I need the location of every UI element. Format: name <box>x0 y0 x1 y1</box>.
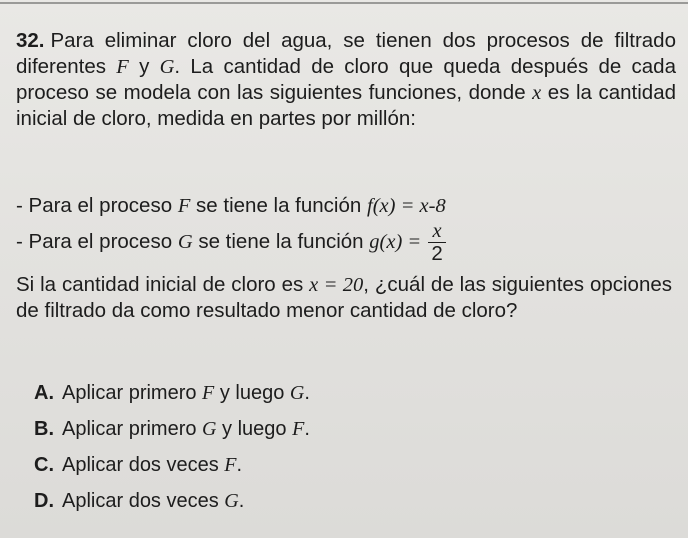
option-b[interactable] <box>34 418 310 441</box>
question-stem <box>16 28 676 132</box>
option-var: F <box>202 382 215 404</box>
option-letter: A. <box>34 382 54 404</box>
stem-var-g: G <box>159 56 175 78</box>
option-text: Aplicar dos veces <box>62 490 225 512</box>
process-g-fraction <box>428 220 445 265</box>
option-a[interactable] <box>34 382 310 405</box>
stem-var-f: F <box>116 56 129 78</box>
option-text: Aplicar dos veces <box>62 454 225 476</box>
prompt-text-b: , ¿cuál de las siguientes opciones de filtrado da como resultado menor cantidad de cloro? <box>16 273 672 322</box>
process-g-formula-lhs: g(x) = <box>369 230 427 253</box>
stem-text-c: es la cantidad inicial de cloro, medida en partes por millón: <box>16 81 676 130</box>
process-g-prefix: - Para el proceso <box>16 229 178 253</box>
stem-text-b: . La cantidad de cloro que queda después de cada proceso se modela con las siguientes funciones, donde <box>16 55 676 104</box>
option-letter: D. <box>34 490 54 512</box>
option-var: G <box>289 382 305 404</box>
option-text: y luego <box>214 382 290 404</box>
process-g-name: G <box>177 230 193 253</box>
process-g-line <box>16 220 446 265</box>
option-var: G <box>224 490 239 512</box>
option-text: Aplicar primero <box>62 418 203 440</box>
option-text: . <box>304 382 310 404</box>
stem-text-y: y <box>128 55 160 78</box>
stem-text-a: Para eliminar cloro del agua, se tienen dos procesos de filtrado diferentes <box>16 29 676 78</box>
option-d[interactable] <box>34 490 244 513</box>
option-var: F <box>292 418 305 440</box>
fraction-denominator: 2 <box>431 242 443 265</box>
option-text: . <box>304 418 310 440</box>
option-c[interactable] <box>34 454 242 477</box>
option-letter: C. <box>34 454 54 476</box>
prompt-equation: x = 20 <box>309 274 364 296</box>
option-text: . <box>236 454 243 476</box>
question-prompt <box>16 272 672 324</box>
process-f-name: F <box>177 195 191 217</box>
process-f-formula: f(x) = x-8 <box>367 195 446 217</box>
stem-var-x: x <box>532 82 542 104</box>
process-g-middle: se tiene la función <box>192 229 370 253</box>
fraction-numerator: x <box>428 220 445 243</box>
top-divider <box>0 2 688 4</box>
process-f-middle: se tiene la función <box>190 194 367 217</box>
option-letter: B. <box>34 418 54 440</box>
prompt-text-a: Si la cantidad inicial de cloro es <box>16 273 310 296</box>
option-text: . <box>238 490 245 512</box>
process-f-line <box>16 194 446 218</box>
option-text: y luego <box>216 418 293 440</box>
option-var: F <box>224 454 237 476</box>
question-number: 32. <box>16 29 45 52</box>
process-f-prefix: - Para el proceso <box>16 194 178 217</box>
option-var: G <box>202 418 217 440</box>
option-text: Aplicar primero <box>62 382 203 404</box>
